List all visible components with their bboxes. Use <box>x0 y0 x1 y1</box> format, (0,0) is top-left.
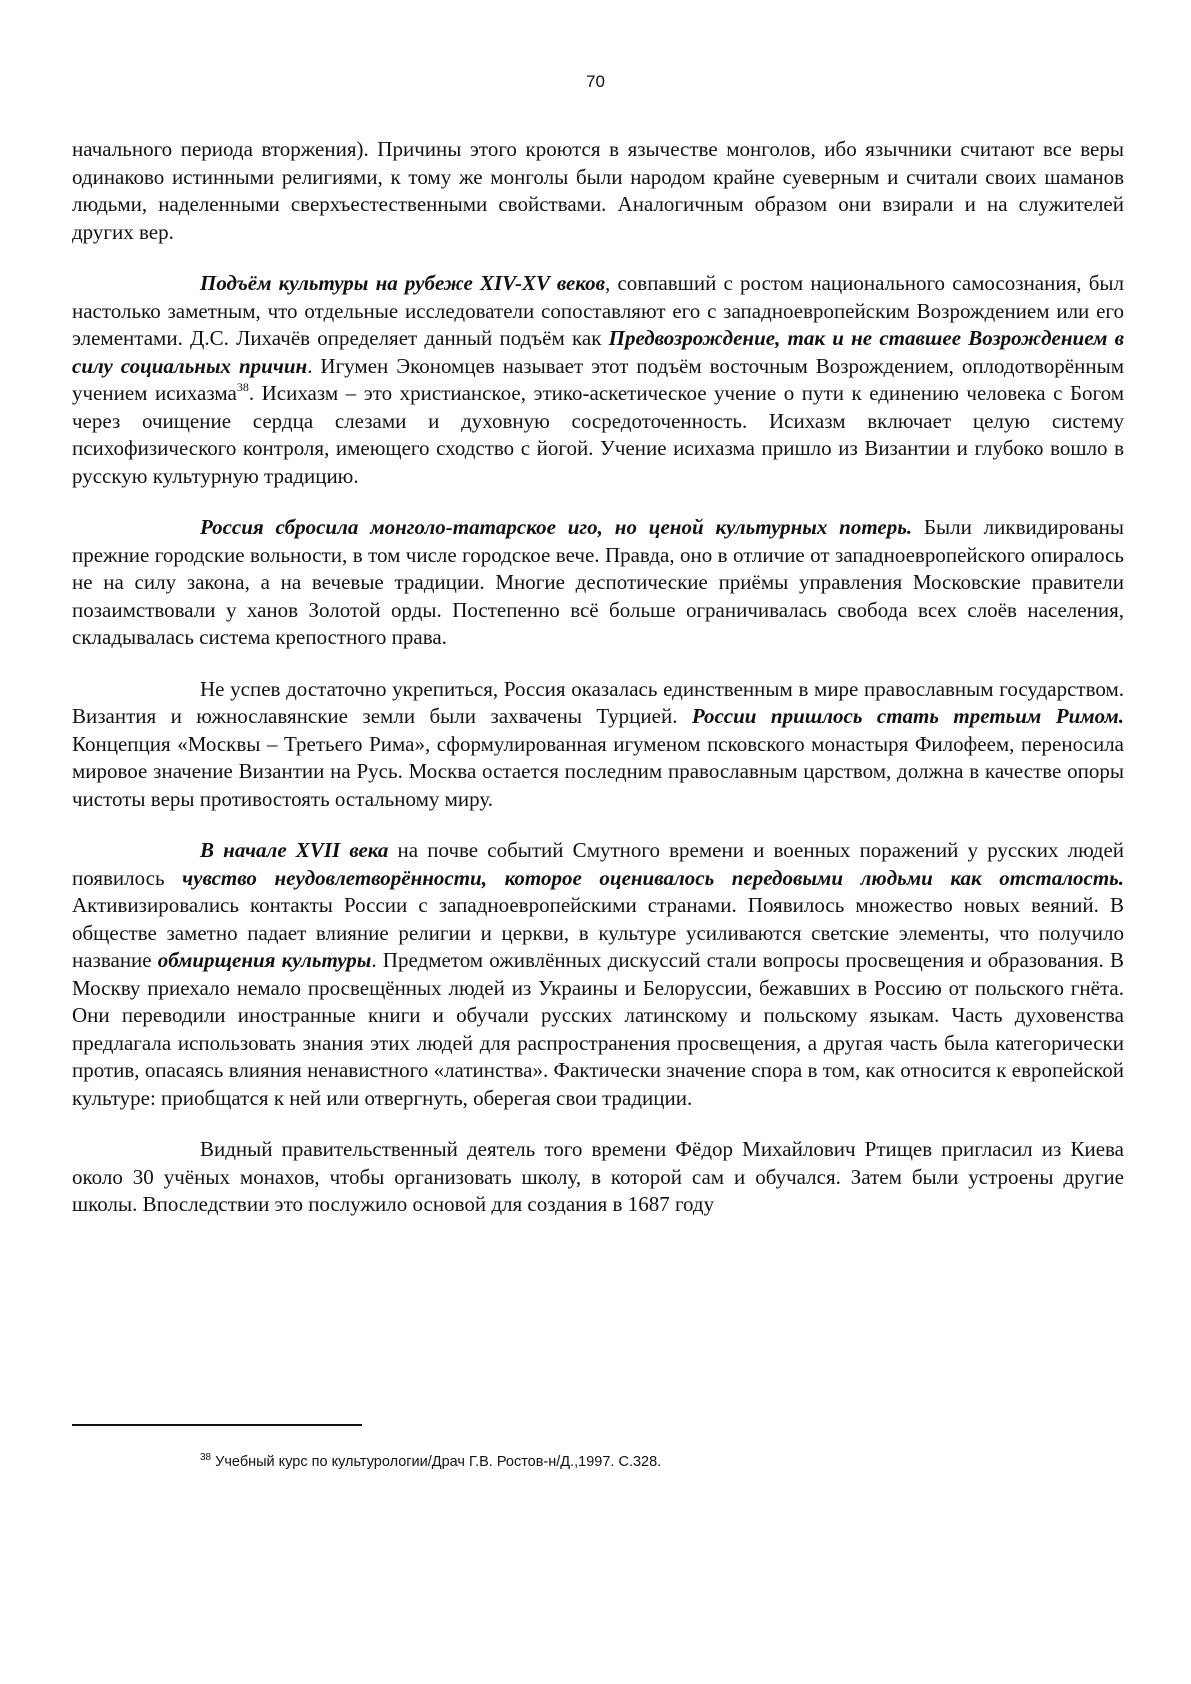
emphasis-run: Предвозрождение, так и не ставшее Возрождением в силу социальных причин <box>72 326 1124 378</box>
footnote-number: 38 <box>200 1452 212 1463</box>
emphasis-run: В начале XVII века <box>200 838 389 862</box>
emphasis-run: России пришлось стать третьим Римом. <box>691 704 1124 728</box>
footnote-separator <box>72 1424 362 1426</box>
emphasis-run: Подъём культуры на рубеже XIV-XV веков <box>200 271 606 295</box>
text-run: на почве событий Смутного времени и военных поражений у русских людей появилось <box>72 838 1124 890</box>
text-run: Активизировались контакты России с западноевропейскими странами. Появилось множество новых веяний. В обществе заметно падает влияние религии и церкви, в культуре усиливаются светские элементы, что получило название <box>72 893 1124 972</box>
text-run: , совпавший с ростом национального самосознания, был настолько заметным, что отдельные исследователи сопоставляют его с западноевропейским Возрождением или его элементами. Д.С. Лихачёв определяет данный подъём как <box>72 271 1124 350</box>
text-run: . Исихазм – это христианское, этико-аскетическое учение о пути к единению человека с Богом через очищение сердца слезами и духовную сосредоточенность. Исихазм включает целую систему психофизического контроля, имеющего сходство с йогой. Учение исихазма пришло из Византии и глубоко вошло в русскую культурную традицию. <box>72 381 1125 488</box>
emphasis-run: обмирщения культуры <box>157 948 372 972</box>
text-run: . Предметом оживлённых дискуссий стали вопросы просвещения и образования. В Москву приехало немало просвещённых людей из Украины и Белоруссии, бежавших в Россию от польского гнёта. Они переводили иностранные книги и обучали русских латинскому и польскому языкам. Часть духовенства предлагала использовать знания этих людей для распространения просвещения, а другая часть была категорически против, опасаясь влияния ненавистного «латинства». Фактически значение спора в том, как относится к европейской культуре: приобщатся к ней или отвергнуть, оберегая свои традиции. <box>72 948 1124 1110</box>
page-number: 70 <box>586 72 605 91</box>
paragraph-6 <box>72 1136 1124 1219</box>
paragraph-2 <box>72 270 1124 490</box>
emphasis-run: чувство неудовлетворённости, которое оценивалось передовыми людьми как отсталость. <box>182 865 1124 890</box>
text-run: Видный правительственный деятель того времени Фёдор Михайлович Ртищев пригласил из Киева около 30 учёных монахов, чтобы организовать школу, в которой сам и обучался. Затем были устроены другие школы. Впоследствии это послужило основой для создания в 1687 году <box>72 1137 1124 1216</box>
paragraph-3 <box>72 514 1124 652</box>
paragraph-4 <box>72 676 1124 814</box>
paragraph-1 <box>72 136 1124 246</box>
text-run: Не успев достаточно укрепиться, Россия оказалась единственным в мире православным государством. Византия и южнославянские земли были захвачены Турцией. <box>72 676 1124 728</box>
paragraph-5 <box>72 837 1124 1112</box>
footnote-reference[interactable]: 38 <box>236 380 249 394</box>
body-text <box>72 136 1124 1243</box>
text-run: Были ликвидированы прежние городские вольности, в том числе городское вече. Правда, оно в отличие от западноевропейского опиралось не на силу закона, а на вечевые традиции. Многие деспотические приёмы управления Московские правители позаимствовали у ханов Золотой орды. Постепенно всё больше ограничивалась свобода всех слоёв населения, складывалась система крепостного права. <box>72 515 1124 649</box>
footnote <box>200 1454 1100 1470</box>
emphasis-run: Россия сбросила монголо-татарское иго, но ценой культурных потерь. <box>200 515 913 539</box>
text-run: Концепция «Москвы – Третьего Рима», сформулированная игуменом псковского монастыря Филофеем, переносила мировое значение Византии на Русь. Москва остается последним православным царством, должна в качестве опоры чистоты веры противостоять остальному миру. <box>72 731 1124 811</box>
footnote-text: Учебный курс по культурологии/Драч Г.В. Ростов-н/Д.,1997. С.328. <box>211 1454 662 1470</box>
text-run: начального периода вторжения). Причины этого кроются в язычестве монголов, ибо язычники считают все веры одинаково истинными религиями, к тому же монголы были народом крайне суеверным и считали своих шаманов людьми, наделенными сверхъестественными свойствами. Аналогичным образом они взирали и на служителей других вер. <box>72 137 1124 244</box>
text-run: . Игумен Экономцев называет этот подъём восточным Возрождением, оплодотворённым учением исихазма <box>72 353 1124 405</box>
